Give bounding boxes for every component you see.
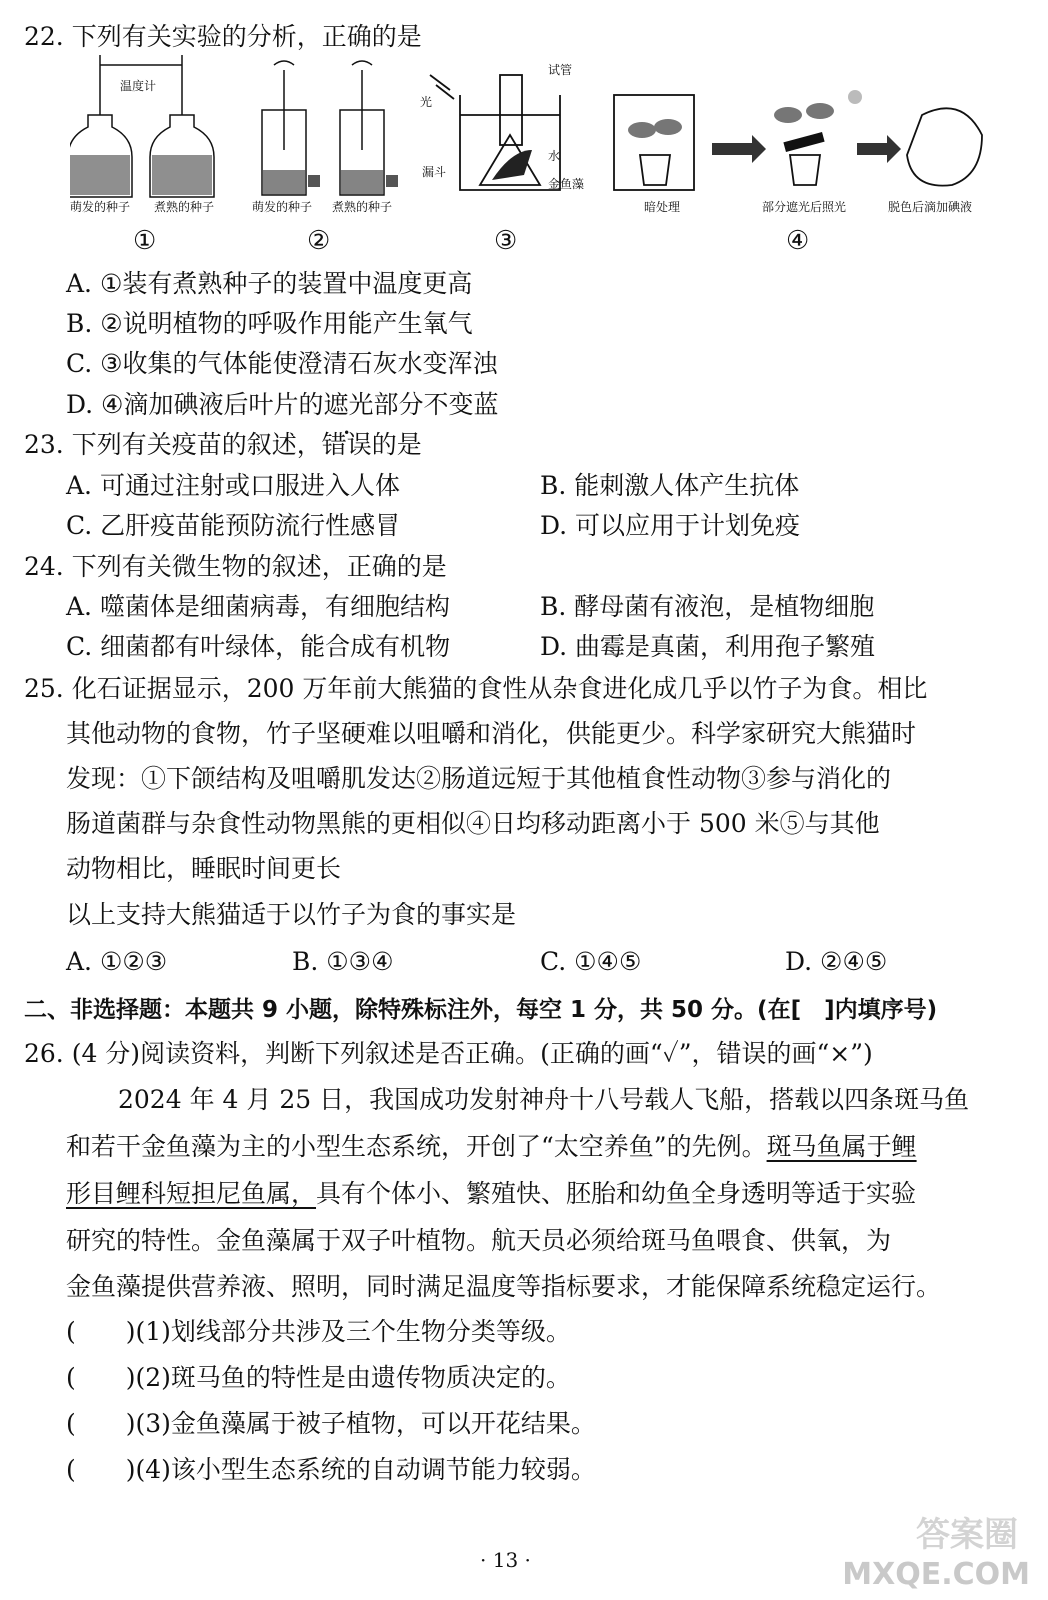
funnel-label: 漏斗 [422,165,447,179]
water-label: 水 [548,149,561,163]
figure-1-thermometer-bottles [70,55,230,214]
fig1-cooked-label: 煮熟的种子 [154,200,215,214]
hornwort-label: 金鱼藻 [548,177,585,191]
q26-passage-line-2 [66,1130,917,1164]
q26-passage-line-1: 2024 年 4 月 25 日，我国成功发射神舟十八号载人飞船，搭载以四条斑马鱼 [118,1085,970,1114]
q25-line-5: 动物相比，睡眠时间更长 [66,854,342,883]
q22-option-b: B. ②说明植物的呼吸作用能产生氧气 [66,309,473,338]
q25-line-6: 以上支持大熊猫适于以竹子为食的事实是 [66,900,517,929]
fig2-germinating-label: 萌发的种子 [252,200,313,214]
tube-label: 试管 [548,63,573,77]
figure-number-3: ③ [494,226,518,256]
figure-number-2: ② [307,226,331,256]
q26-passage-line-5: 金鱼藻提供营养液、照明，同时满足温度等指标要求，才能保障系统稳定运行。 [66,1272,942,1301]
q23-stem-suffix: 的是 [371,430,422,459]
watermark-url: MXQE.COM [842,1557,1030,1592]
q23-option-b: B. 能刺激人体产生抗体 [540,471,800,500]
q25-option-d: D. ②④⑤ [785,947,888,976]
q25-option-c: C. ①④⑤ [540,947,642,976]
q23-stem-emphasis: 错误 [321,430,372,459]
q26-passage-line-4: 研究的特性。金鱼藻属于双子叶植物。航天员必须给斑马鱼喂食、供氧，为 [66,1226,892,1255]
dark-treatment-label: 暗处理 [644,200,681,214]
q24-stem: 24. 下列有关微生物的叙述，正确的是 [24,552,447,581]
q23-option-d: D. 可以应用于计划免疫 [540,511,801,540]
q26-underlined-3: 形目鲤科短担尼鱼属， [66,1179,317,1208]
figure-2-jars [252,55,402,214]
iodine-label: 脱色后滴加碘液 [888,200,973,214]
q25-option-b: B. ①③④ [292,947,394,976]
q26-item-2: ( )(2)斑马鱼的特性是由遗传物质决定的。 [66,1363,571,1392]
q25-line-2: 其他动物的食物，竹子坚硬难以咀嚼和消化，供能更少。科学家研究大熊猫时 [66,719,917,748]
light-label: 光 [420,95,433,109]
q26-passage-3b: 具有个体小、繁殖快、胚胎和幼鱼全身透明等适于实验 [316,1179,917,1208]
figure-3-beaker-funnel [420,55,600,205]
thermometer-label: 温度计 [120,79,157,93]
q22-stem: 22. 下列有关实验的分析，正确的是 [24,22,422,51]
figure-number-1: ① [133,226,157,256]
q23-option-a: A. 可通过注射或口服进入人体 [66,471,400,500]
watermark-logo-text: 答案圈 [916,1515,1018,1555]
q24-option-d: D. 曲霉是真菌，利用孢子繁殖 [540,632,876,661]
q22-option-a: A. ①装有煮熟种子的装置中温度更高 [66,269,473,298]
page-number: · 13 · [480,1548,531,1572]
q23-stem-prefix: 23. 下列有关疫苗的叙述， [24,430,322,459]
q25-option-a: A. ①②③ [66,947,168,976]
fig2-cooked-label: 煮熟的种子 [332,200,393,214]
q24-option-c: C. 细菌都有叶绿体，能合成有机物 [66,632,451,661]
q25-line-1: 25. 化石证据显示，200 万年前大熊猫的食性从杂食进化成几乎以竹子为食。相比 [24,674,928,703]
fig1-germinating-label: 萌发的种子 [70,200,131,214]
cover-light-label: 部分遮光后照光 [762,200,847,214]
q23-option-c: C. 乙肝疫苗能预防流行性感冒 [66,511,401,540]
q22-option-c: C. ③收集的气体能使澄清石灰水变浑浊 [66,349,498,378]
q22-option-d: D. ④滴加碘液后叶片的遮光部分不变蓝 [66,390,499,419]
q26-item-3: ( )(3)金鱼藻属于被子植物，可以开花结果。 [66,1409,596,1438]
q26-underlined-2: 斑马鱼属于鲤 [766,1132,917,1161]
q25-line-3: 发现：①下颌结构及咀嚼肌发达②肠道远短于其他植食性动物③参与消化的 [66,764,892,793]
q24-option-b: B. 酵母菌有液泡，是植物细胞 [540,592,875,621]
q26-passage-2a: 和若干金鱼藻为主的小型生态系统，开创了“太空养鱼”的先例。 [66,1132,767,1161]
figure-number-4: ④ [786,226,810,256]
q25-line-4: 肠道菌群与杂食性动物黑熊的更相似④日均移动距离小于 500 米⑤与其他 [66,809,880,838]
q26-item-1: ( )(1)划线部分共涉及三个生物分类等级。 [66,1317,571,1346]
q23-stem [24,428,422,462]
figure-4-starch-test [612,55,992,214]
q24-option-a: A. 噬菌体是细菌病毒，有细胞结构 [66,592,450,621]
section-2-heading: 二、非选择题：本题共 9 小题，除特殊标注外，每空 1 分，共 50 分。(在[ ]内填序号) [24,997,938,1023]
q26-passage-line-3 [66,1177,916,1211]
q26-item-4: ( )(4)该小型生态系统的自动调节能力较弱。 [66,1455,596,1484]
q26-stem: 26. (4 分)阅读资料，判断下列叙述是否正确。(正确的画“✓”，错误的画“×”) [24,1039,873,1068]
